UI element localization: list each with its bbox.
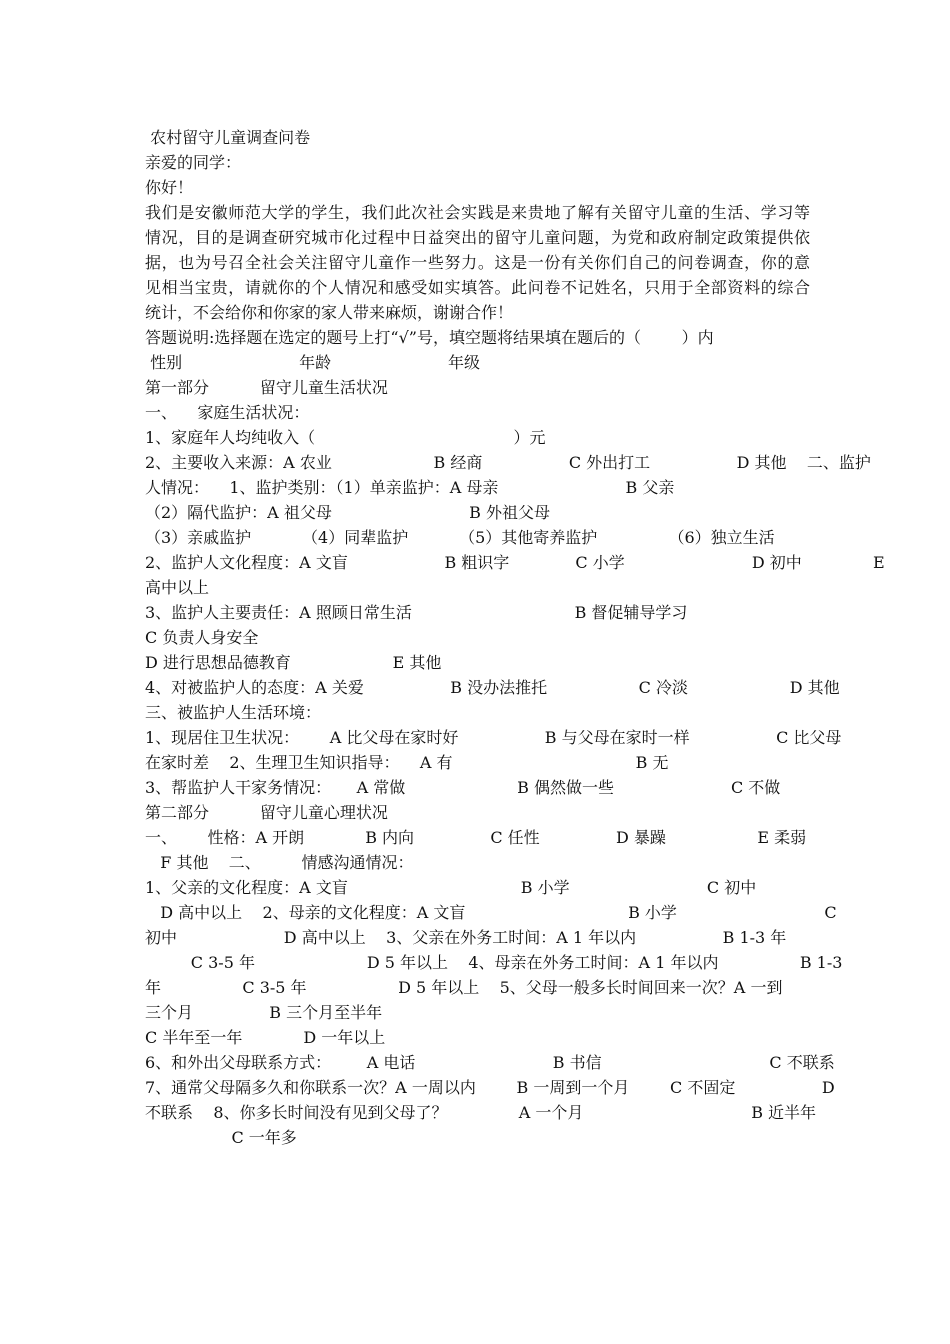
question-line: D 高中以上 2、母亲的文化程度：A 文盲 B 小学 C: [145, 903, 837, 922]
question-line: C 3-5 年 D 5 年以上 4、母亲在外务工时间：A 1 年以内 B 1-3: [145, 953, 843, 972]
question-line: 2、监护人文化程度：A 文盲 B 粗识字 C 小学 D 初中 E: [145, 553, 885, 572]
question-line: 三个月 B 三个月至半年: [145, 1003, 383, 1022]
intro-line: 统计，不会给你和你家的家人带来麻烦，谢谢合作！: [145, 303, 514, 322]
question-line: C 负责人身安全: [145, 628, 259, 647]
question-line: 1、父亲的文化程度：A 文盲 B 小学 C 初中: [145, 878, 757, 897]
intro-line: 情况，目的是调查研究城市化过程中日益突出的留守儿童问题，为党和政府制定政策提供依: [145, 228, 810, 247]
intro-line: 见相当宝贵，请就你的个人情况和感受如实填答。此问卷不记姓名，只用于全部资料的综合: [145, 278, 810, 297]
question-line: 3、监护人主要责任：A 照顾日常生活 B 督促辅导学习: [145, 603, 688, 622]
greeting-line: 亲爱的同学：: [145, 153, 242, 172]
subsection-heading: 三、被监护人生活环境：: [145, 703, 322, 722]
question-line: 7、通常父母隔多久和你联系一次？A 一周以内 B 一周到一个月 C 不固定 D: [145, 1078, 835, 1097]
intro-line: 我们是安徽师范大学的学生，我们此次社会实践是来贵地了解有关留守儿童的生活、学习等: [145, 203, 810, 222]
question-line: 年 C 3-5 年 D 5 年以上 5、父母一般多长时间回来一次？A 一到: [145, 978, 783, 997]
question-line: 初中 D 高中以上 3、父亲在外务工时间：A 1 年以内 B 1-3 年: [145, 928, 787, 947]
section-heading: 第二部分 留守儿童心理状况: [145, 803, 388, 822]
question-line: F 其他 二、 情感沟通情况：: [145, 853, 414, 872]
question-line: 高中以上: [145, 578, 210, 597]
intro-line: 据，也为号召全社会关注留守儿童作一些努力。这是一份有关你们自己的问卷调查，你的意: [145, 253, 810, 272]
instruction-line: 答题说明:选择题在选定的题号上打“√”号，填空题将结果填在题后的（ ）内: [145, 328, 714, 347]
question-line: 人情况： 1、监护类别：（1）单亲监护：A 母亲 B 父亲: [145, 478, 675, 497]
greeting-line: 你好！: [145, 178, 194, 197]
section-heading: 第一部分 留守儿童生活状况: [145, 378, 388, 397]
question-line: 6、和外出父母联系方式： A 电话 B 书信 C 不联系: [145, 1053, 835, 1072]
question-line: C 一年多: [145, 1128, 297, 1147]
question-line: （3）亲戚监护 （4）同辈监护 （5）其他寄养监护 （6）独立生活: [145, 528, 775, 547]
question-line: 一、 性格：A 开朗 B 内向 C 任性 D 暴躁 E 柔弱: [145, 828, 807, 847]
question-line: 4、对被监护人的态度：A 关爱 B 没办法推托 C 冷淡 D 其他: [145, 678, 840, 697]
question-line: 1、家庭年人均纯收入（ ）元: [145, 428, 546, 447]
question-line: 在家时差 2、生理卫生知识指导： A 有 B 无: [145, 753, 669, 772]
question-line: C 半年至一年 D 一年以上: [145, 1028, 386, 1047]
document-title: 农村留守儿童调查问卷: [145, 128, 311, 147]
question-line: （2）隔代监护：A 祖父母 B 外祖父母: [145, 503, 550, 522]
question-line: 3、帮监护人干家务情况： A 常做 B 偶然做一些 C 不做: [145, 778, 781, 797]
question-line: 1、现居住卫生状况： A 比父母在家时好 B 与父母在家时一样 C 比父母: [145, 728, 842, 747]
question-line: 不联系 8、你多长时间没有见到父母了？ A 一个月 B 近半年: [145, 1103, 817, 1122]
info-fields-line: 性别 年龄 年级: [145, 353, 481, 372]
question-line: D 进行思想品德教育 E 其他: [145, 653, 442, 672]
subsection-heading: 一、 家庭生活状况：: [145, 403, 310, 422]
question-line: 2、主要收入来源：A 农业 B 经商 C 外出打工 D 其他 二、监护: [145, 453, 871, 472]
